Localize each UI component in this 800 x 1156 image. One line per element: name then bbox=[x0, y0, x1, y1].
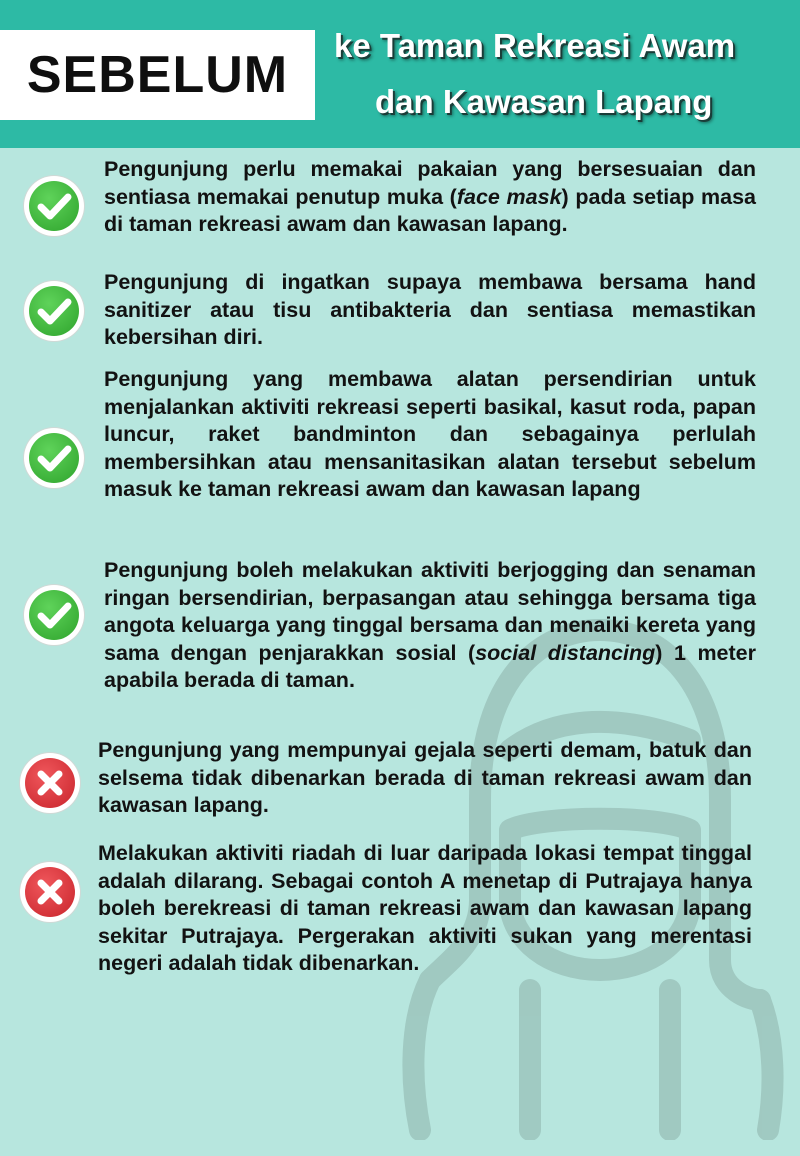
guideline-text: Pengunjung di ingatkan supaya membawa bersama hand sanitizer atau tisu antibakteria dan sentiasa memastikan kebersihan diri. bbox=[104, 270, 756, 349]
header-title-line2: dan Kawasan Lapang bbox=[375, 83, 713, 120]
guideline-text-part: Pengunjung perlu memakai pakaian yang bersesuaian dan sentiasa memakai penutup muka ( bbox=[104, 157, 756, 209]
guideline-text: Pengunjung yang mempunyai gejala seperti demam, batuk dan selsema tidak dibenarkan berada di taman rekreasi awam dan kawasan lapang. bbox=[98, 738, 752, 817]
guideline-text: Pengunjung yang membawa alatan persendirian untuk menjalankan aktiviti rekreasi seperti basikal, kasut roda, papan luncur, raket bandminton dan sebagainya perlulah membersihkan atau mensanitasikan alatan tersebut sebelum masuk ke taman rekreasi awam dan kawasan lapang bbox=[104, 367, 756, 501]
guideline-text-part: Pengunjung boleh melakukan aktiviti berjogging dan senaman ringan bersendirian, berpasangan atau sehingga bersama tiga angota keluarga yang tinggal bersama dan menaiki kereta yang sama dengan penjarakkan sosial ( bbox=[104, 558, 756, 665]
header-label-box bbox=[0, 30, 315, 120]
guideline-text: Melakukan aktiviti riadah di luar daripada lokasi tempat tinggal adalah dilarang. Sebagai contoh A menetap di Putrajaya hanya boleh berekreasi di taman rekreasi awam dan kawasan lapang sekitar Putrajaya. Pergerakan aktiviti sukan yang merentasi negeri adalah tidak dibenarkan. bbox=[98, 841, 752, 975]
guideline-text-part: ) 1 meter apabila berada di taman. bbox=[104, 640, 756, 692]
guideline-emphasis: face mask bbox=[456, 184, 562, 209]
check-icon bbox=[24, 176, 84, 236]
header-label: SEBELUM bbox=[26, 46, 289, 104]
guideline-emphasis: social distancing bbox=[475, 640, 656, 665]
cross-icon bbox=[20, 753, 80, 813]
cross-icon bbox=[20, 862, 80, 922]
check-icon bbox=[24, 428, 84, 488]
guideline-text bbox=[104, 156, 756, 239]
guideline-text bbox=[104, 557, 756, 695]
check-icon bbox=[24, 585, 84, 645]
check-icon bbox=[24, 281, 84, 341]
header-banner bbox=[0, 0, 800, 148]
guideline-text-part: ) pada setiap masa di taman rekreasi awam dan kawasan lapang. bbox=[104, 184, 757, 236]
header-title-line1: ke Taman Rekreasi Awam bbox=[334, 27, 736, 64]
